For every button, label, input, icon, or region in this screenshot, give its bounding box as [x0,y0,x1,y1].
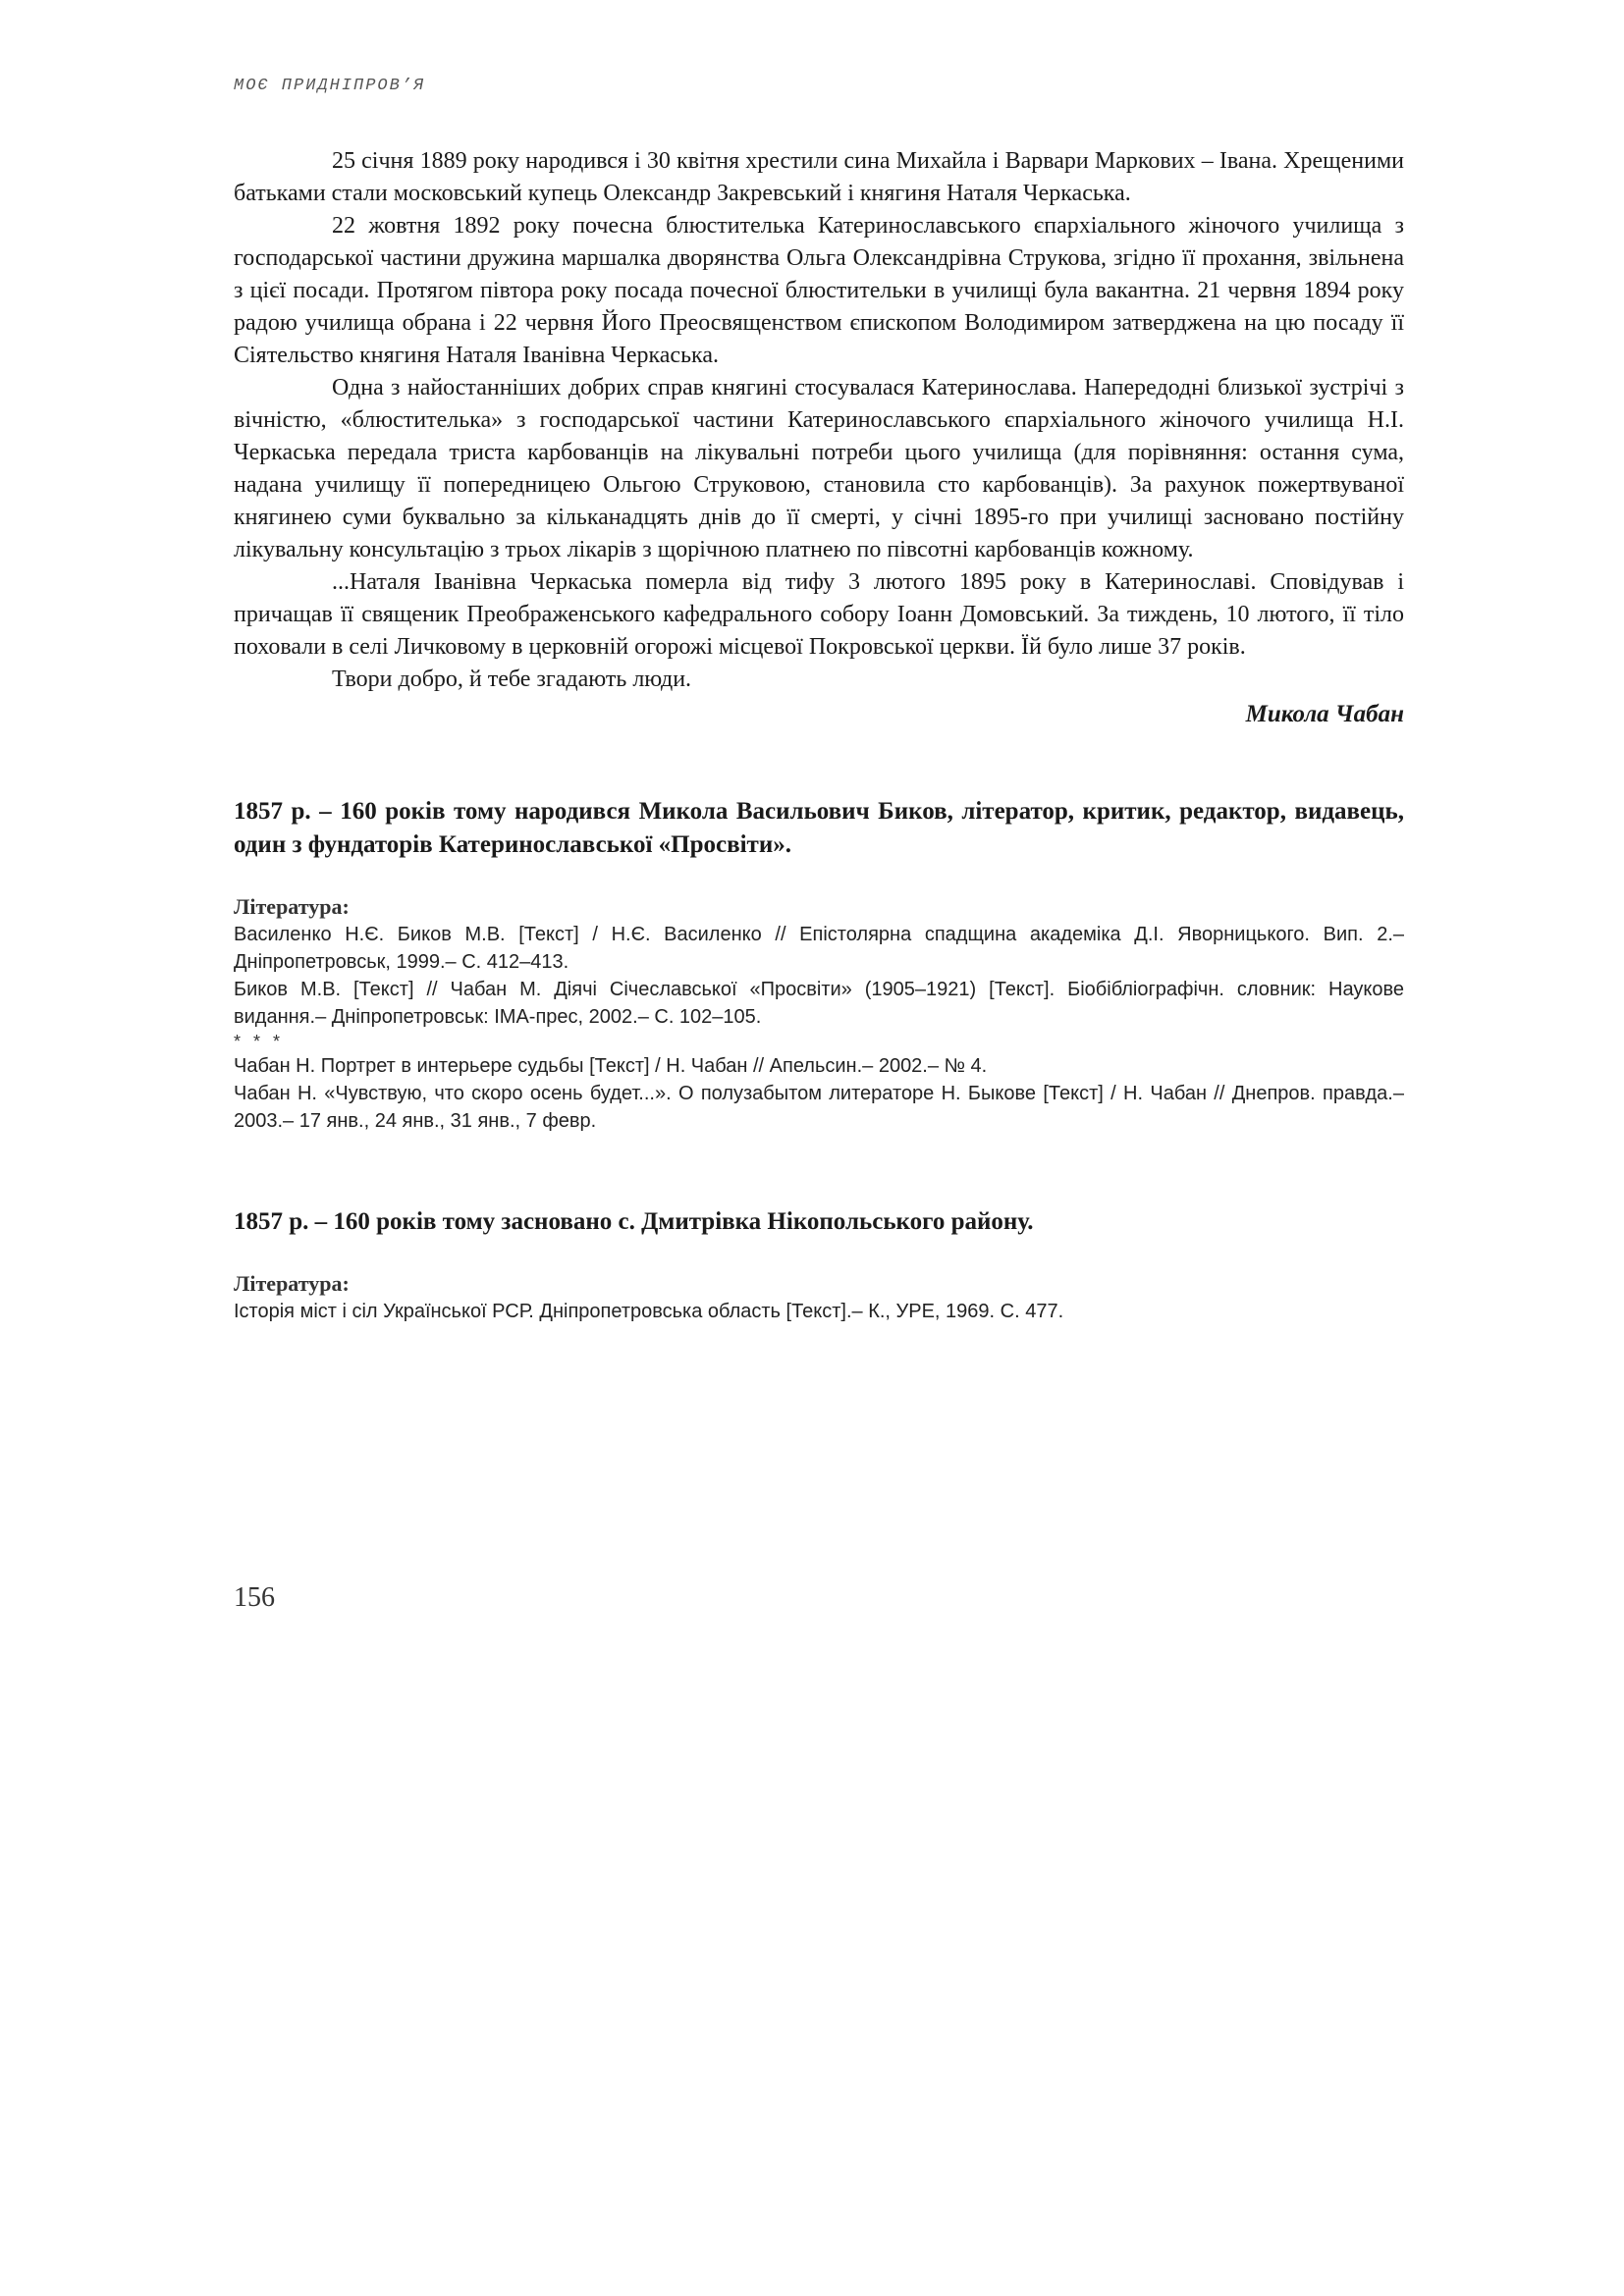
separator-stars: * * * [234,1032,285,1051]
article-author: Микола Чабан [1245,701,1404,727]
running-head: МОЄ ПРИДНІПРОВ’Я [234,77,426,95]
page-number: 156 [234,1582,275,1613]
article-paragraph: ...Наталя Іванівна Черкаська померла від тифу 3 лютого 1895 року в Катеринославі. Сповідував і причащав її священик Преображенського кафедрального собору Іоанн Домовський. За тиждень, 10 лютого, її тіло поховали в селі Личковому в церковній огорожі місцевої Покровської церкви. Їй було лише 37 років. [234,569,1404,660]
article-body [234,145,1404,696]
literature-item: Василенко Н.Є. Биков М.В. [Текст] / Н.Є. Василенко // Епістолярна спадщина академіка Д.І. Яворницького. Вип. 2.– Дніпропетровськ, 1999.– С. 412–413. [234,924,1404,973]
section-bykov [234,795,1404,1135]
section-heading: 1857 р. – 160 років тому засновано с. Дмитрівка Нікопольського району. [234,1208,1034,1235]
literature-label: Література: [234,1271,350,1296]
article-paragraph: 25 січня 1889 року народився і 30 квітня хрестили сина Михайла і Варвари Маркових – Івана. Хрещеними батьками стали московський купець Олександр Закревський і княгиня Наталя Черкаська. [234,148,1404,206]
literature-label: Література: [234,894,350,919]
article-paragraph: Твори добро, й тебе згадають люди. [332,667,692,692]
article-paragraph: 22 жовтня 1892 року почесна блюстителька Катеринославського єпархіального жіночого училища з господарської частини дружина маршалка дворянства Ольга Олександрівна Струкова, згідно її прохання, звільнена з цієї посади. Протягом півтора року посада почесної блюстительки в училищі була вакантна. 21 червня 1894 року радою училища обрана і 22 червня Його Преосвященством єпископом Володимиром затверджена на цю посаду її Сіятельство княгиня Наталя Іванівна Черкаська. [234,213,1404,368]
literature-item: Історія міст і сіл Української РСР. Дніпропетровська область [Текст].– К., УРЕ, 1969. С. 477. [234,1301,1064,1322]
page-content [234,145,1404,1325]
section-heading: 1857 р. – 160 років тому народився Микола Васильович Биков, літератор, критик, редактор, видавець, один з фундаторів Катеринославської «Просвіти». [234,798,1404,858]
literature-item: Чабан Н. Портрет в интерьере судьбы [Текст] / Н. Чабан // Апельсин.– 2002.– № 4. [234,1055,988,1077]
literature-item: Чабан Н. «Чувствую, что скоро осень будет...». О полузабытом литераторе Н. Быкове [Текст] / Н. Чабан // Днепров. правда.– 2003.– 17 янв., 24 янв., 31 янв., 7 февр. [234,1083,1404,1132]
literature-item: Биков М.В. [Текст] // Чабан М. Діячі Січеславської «Просвіти» (1905–1921) [Текст]. Біобібліографічн. словник: Наукове видання.– Дніпропетровськ: ІМА-прес, 2002.– С. 102–105. [234,979,1404,1028]
section-dmytrivka [234,1205,1404,1325]
article-paragraph: Одна з найостанніших добрих справ княгині стосувалася Катеринослава. Напередодні близької зустрічі з вічністю, «блюстителька» з господарської частини Катеринославського єпархіального жіночого училища Н.І. Черкаська передала триста карбованців на лікувальні потреби цього училища (для порівняння: остання сума, надана училищу її попередницею Ольгою Струковою, становила сто карбованців). За рахунок пожертвуваної княгинею суми буквально за кільканадцять днів до її смерті, у січні 1895-го при училищі засновано постійну лікувальну консультацію з трьох лікарів з щорічною платнею по півсотні карбованців кожному. [234,375,1404,562]
